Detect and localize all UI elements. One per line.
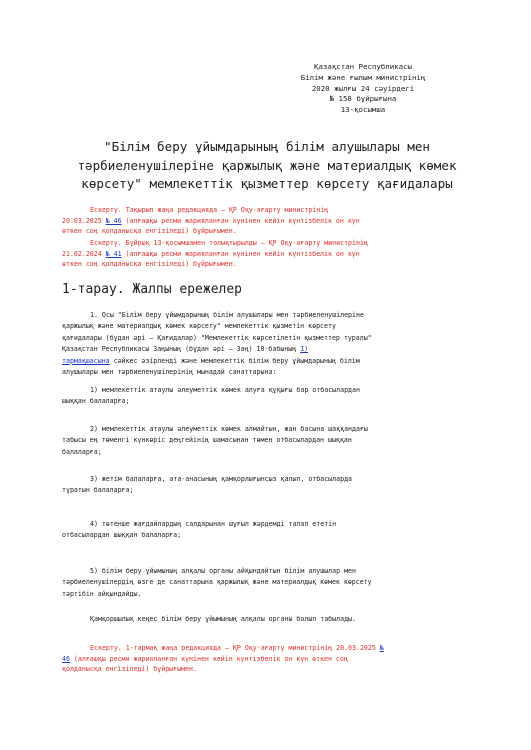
note-text: (алғашқы ресми жарияланған күнінен кейін күнтізбелік он күн bbox=[121, 216, 360, 225]
note-text: Ескерту. Бұйрық 13-қосымшамен толықтырылды – ҚР Оқу-ағарту министрінің bbox=[90, 239, 368, 247]
order-link[interactable]: № bbox=[379, 644, 384, 652]
note-text: қолданысқа енгізіледі) бұйрығымен. bbox=[62, 665, 197, 674]
note-text: өткен соң қолданысқа енгізіледі) бұйрығымен. bbox=[62, 260, 237, 269]
header-line: 2020 жылғы 24 сәуірдегі bbox=[311, 83, 415, 93]
list-item-1: 1) мемлекеттік атаулы әлеуметтік көмек алуға құқығы бар отбасылардан шыққан балаларға; bbox=[62, 386, 360, 406]
list-item-3: 3) жетім балаларға, ата-анасының қамқорлығынсыз қалып, отбасыларда тұратын балаларға; bbox=[62, 475, 353, 495]
note-text: (алғашқы ресми жарияланған күнінен кейін күнтізбелік он күн өткен соң bbox=[69, 654, 348, 663]
note-text: 21.02.2024 bbox=[62, 249, 106, 258]
amendment-note-paragraph bbox=[62, 643, 482, 675]
title-line: тәрбиеленушілеріне қаржылық және материалдық көмек bbox=[77, 157, 457, 173]
appendix-header bbox=[268, 62, 458, 116]
note-text: өткен соң қолданысқа енгізіледі) бұйрығымен. bbox=[62, 227, 237, 236]
header-line: Қазақстан Республикасы bbox=[314, 62, 412, 71]
note-text: Ескерту. 1-тармақ жаңа редакцияда – ҚР Оқу-ағарту министрінің 20.03.2025 bbox=[90, 644, 380, 652]
list-item-2: 2) мемлекеттік атаулы әлеуметтік көмек алмайтын, жан басына шаққандағы табысы ең төменгі күнкөріс деңгейінің шамасынан төмен отбасылардан шыққан балаларға; bbox=[62, 425, 368, 456]
title-line: көрсету" мемлекеттік қызметтер көрсету қағидалары bbox=[81, 176, 453, 191]
note-text: (алғашқы ресми жарияланған күнінен кейін күнтізбелік он күн bbox=[121, 249, 360, 258]
law-article-link[interactable]: 1) bbox=[300, 345, 309, 354]
order-link[interactable]: № 41 bbox=[105, 249, 122, 258]
list-item-5: 5) білім беру ұйымының алқалы органы айқындайтын білім алушылар мен тәрбиеленушілердің өзге де санаттарына қаржылық және материалдық көмек көрсету тәртібін айқындайды. bbox=[62, 567, 372, 598]
document-title bbox=[52, 138, 482, 194]
header-line: Білім және ғылым министрінің bbox=[300, 72, 426, 82]
order-link[interactable]: 46 bbox=[62, 654, 70, 663]
chapter-heading: 1-тарау. Жалпы ережелер bbox=[62, 282, 243, 297]
paragraph-council: Қамқоршылық кеңес білім беру ұйымының алқалы органы болып табылады. bbox=[90, 615, 356, 623]
order-link[interactable]: № 46 bbox=[105, 216, 122, 225]
title-line: "Білім беру ұйымдарының білім алушылары мен bbox=[103, 139, 431, 154]
paragraph-1: 1. Осы "Білім беру ұйымдарының білім алушылары мен тәрбиеленушілеріне қаржылық және материалдық көмек көрсету" мемлекеттік қызметін көрсету қағидалары (бұдан әрі – Қағидалар) "Мемлекеттік көрсетілетін қызметтер туралы" Қазақстан Республикасы Заңының (бұдан әрі – Заң) 10-бабының 1) тармақшасына сәйкес әзірленді және мемлекеттік білім беру ұйымдарының білім алушылары мен тәрбиеленушілерінің мынадай санаттарына: bbox=[62, 311, 372, 377]
list-item-4: 4) төтенше жағдайлардың салдарынан шұғыл жәрдемді талап ететін отбасылардан шыққан балаларға; bbox=[62, 520, 337, 540]
note-text: 20.03.2025 bbox=[62, 216, 106, 225]
amendment-note-title bbox=[62, 205, 482, 237]
amendment-note-appendix bbox=[62, 238, 482, 270]
header-line: № 158 бұйрығына bbox=[329, 94, 397, 104]
note-text: Ескерту. Тақырып жаңа редакцияда – ҚР Оқу-ағарту министрінің bbox=[90, 206, 329, 214]
header-line: 13-қосымша bbox=[340, 105, 386, 115]
law-subparagraph-link[interactable]: тармақшасына bbox=[62, 356, 110, 365]
